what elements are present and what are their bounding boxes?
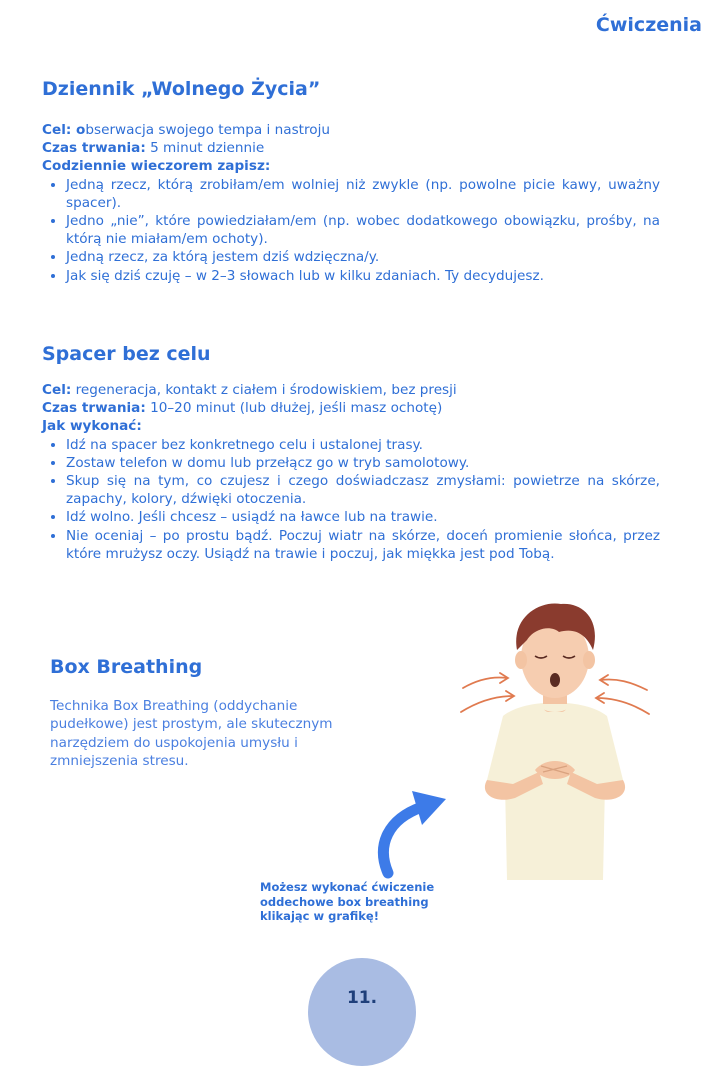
- list-heading: Codziennie wieczorem zapisz:: [42, 158, 271, 175]
- goal-text: regeneracja, kontakt z ciałem i środowiskiem, bez presji: [71, 382, 457, 398]
- goal-label: Cel:: [42, 382, 72, 398]
- goal-label: Cel: o: [42, 122, 86, 138]
- header-label: Ćwiczenia: [595, 14, 702, 36]
- duration-line: [42, 399, 660, 417]
- page-number: 11.: [346, 988, 378, 1008]
- section-body-walk: [42, 381, 660, 563]
- list-item: • Idź na spacer bez konkretnego celu i ustalonej trasy.: [66, 436, 660, 454]
- list-item: • Jak się dziś czuję – w 2–3 słowach lub w kilku zdaniach. Ty decydujesz.: [66, 267, 660, 285]
- box-breathing-description: Technika Box Breathing (oddychanie pudełkowe) jest prostym, ale skutecznym narzędziem do uspokojenia umysłu i zmniejszenia stresu.: [50, 698, 333, 769]
- breathing-person-illustration[interactable]: [455, 598, 655, 880]
- duration-line: [42, 139, 660, 157]
- box-breathing-title: Box Breathing: [50, 656, 203, 678]
- section-body-journal: [42, 121, 660, 285]
- journal-list: [42, 176, 660, 285]
- list-item: • Skup się na tym, co czujesz i czego doświadczasz zmysłami: powietrze na skórze, zapachy, kolory, dźwięki otoczenia.: [66, 472, 660, 508]
- airflow-arrows-right-icon: [596, 675, 649, 714]
- list-item: • Nie oceniaj – po prostu bądź. Poczuj wiatr na skórze, doceń promienie słońca, przez które mrużysz oczy. Usiądź na trawie i poczuj, jak miękka jest pod Tobą.: [66, 527, 660, 563]
- list-item: • Jedno „nie”, które powiedziałam/em (np. wobec dodatkowego obowiązku, prośby, na którą nie miałam/em ochoty).: [66, 212, 660, 248]
- duration-label: Czas trwania:: [42, 400, 146, 417]
- box-breathing-hint-link[interactable]: Możesz wykonać ćwiczenie oddechowe box breathing klikając w grafikę!: [260, 880, 435, 923]
- section-title-walk: Spacer bez celu: [42, 343, 211, 365]
- duration-text: 5 minut dziennie: [145, 140, 265, 157]
- goal-line: [42, 121, 660, 139]
- list-heading: Jak wykonać:: [42, 418, 142, 435]
- duration-label: Czas trwania:: [42, 140, 146, 157]
- list-item: • Jedną rzecz, za którą jestem dziś wdzięczna/y.: [66, 248, 660, 266]
- goal-line: [42, 381, 660, 399]
- page-number-badge: [308, 958, 416, 1066]
- list-item: • Jedną rzecz, którą zrobiłam/em wolniej niż zwykle (np. powolne picie kawy, uważny spacer).: [66, 176, 660, 212]
- walk-list: [42, 436, 660, 563]
- list-item: • Zostaw telefon w domu lub przełącz go w tryb samolotowy.: [66, 454, 660, 472]
- duration-text: 10–20 minut (lub dłużej, jeśli masz ochotę): [145, 400, 443, 417]
- curved-arrow-icon: [360, 785, 460, 880]
- list-item: • Idź wolno. Jeśli chcesz – usiądź na ławce lub na trawie.: [66, 508, 660, 526]
- goal-text: bserwacja swojego tempa i nastroju: [85, 122, 330, 138]
- airflow-arrows-left-icon: [461, 673, 514, 712]
- section-title-journal: Dziennik „Wolnego Życia”: [42, 78, 321, 100]
